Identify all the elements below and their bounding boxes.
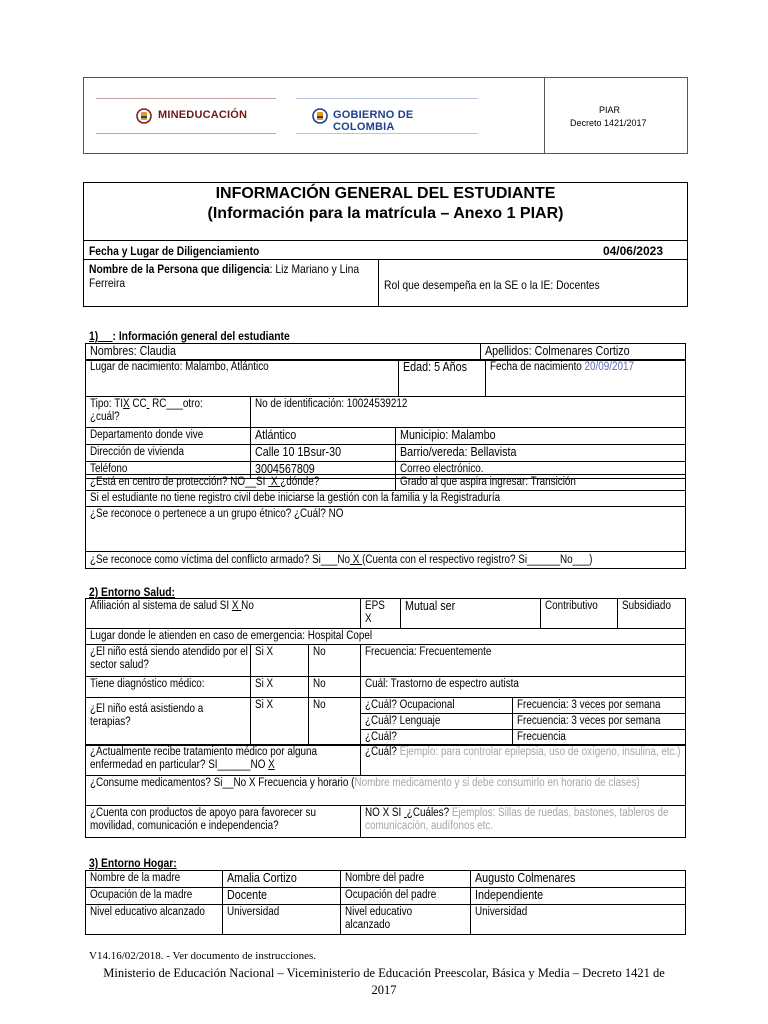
- title-box: [83, 182, 688, 307]
- coat-of-arms-icon: [312, 107, 328, 125]
- correo-cell: Correo electrónico.: [396, 462, 686, 479]
- medicamentos-cell: ¿Consume medicamentos? Si__No X Frecuencia y horario (Nombre medicamento y si debe consumirlo en horario de clases): [86, 776, 686, 806]
- gobierno-text: GOBIERNO DE COLOMBIA: [333, 109, 414, 133]
- ministerio-year: 2017: [371, 983, 397, 997]
- gobierno-logo: [296, 98, 478, 134]
- mineducacion-text: MINEDUCACIÓN: [158, 109, 248, 121]
- diagnostico-si: Si X: [251, 677, 309, 698]
- nivel-madre-label: Nivel educativo alcanzado: [86, 905, 223, 935]
- ocupacion-madre-value: Docente: [223, 888, 341, 905]
- departamento-label: Departamento donde vive: [86, 428, 251, 445]
- terapias-si: Si X: [251, 698, 309, 746]
- diagnostico-cual: Cuál: Trastorno de espectro autista: [361, 677, 686, 698]
- nivel-padre-value: Universidad: [471, 905, 686, 935]
- diagnostico-cell: Tiene diagnóstico médico:: [86, 677, 251, 698]
- fecha-value: 04/06/2023: [602, 244, 663, 258]
- identificacion-cell: No de identificación: 10024539212: [251, 397, 686, 428]
- padre-value: Augusto Colmenares: [471, 871, 686, 888]
- location-rows: [85, 427, 686, 479]
- subsidiado-cell: Subsidiado: [618, 599, 686, 629]
- victima-cell: ¿Se reconoce como víctima del conflicto armado? Si___No X (Cuenta con el respectivo registro? Si______No___): [86, 552, 686, 569]
- eps-cell: EPS X: [361, 599, 401, 629]
- registro-cell: Si el estudiante no tiene registro civil debe iniciarse la gestión con la familia y la Registraduría: [86, 491, 686, 507]
- barrio-cell: Barrio/vereda: Bellavista: [396, 445, 686, 462]
- atendido-si: Si X: [251, 645, 309, 677]
- contributivo-cell: Contributivo: [541, 599, 618, 629]
- nombres-cell: Nombres: Claudia: [86, 344, 481, 361]
- version-note: V14.16/02/2018. - Ver documento de instrucciones.: [89, 950, 317, 962]
- madre-value: Amalia Cortizo: [223, 871, 341, 888]
- terapia-2-frecuencia: Frecuencia: 3 veces por semana: [513, 714, 686, 730]
- tipo-documento-cell: Tipo: TIX CC RC___otro: ¿cuál?: [86, 397, 251, 428]
- grado-cell: Grado al que aspira ingresar: Transición: [396, 475, 686, 491]
- edad-cell: Edad: 5 Años: [399, 360, 486, 397]
- terapia-2: ¿Cuál? Lenguaje: [361, 714, 513, 730]
- atendido-no: No: [309, 645, 361, 677]
- proteccion-cell: ¿Está en centro de protección? NO__SI X ¿dónde?: [86, 475, 396, 491]
- persona-diligencia: Nombre de la Persona que diligencia: Liz Mariano y Lina Ferreira: [89, 262, 360, 290]
- page-title: INFORMACIÓN GENERAL DEL ESTUDIANTE: [215, 185, 556, 202]
- ministerio-footer: Ministerio de Educación Nacional – Viceministerio de Educación Preescolar, Básica y Media – Decreto 1421 de: [103, 966, 665, 980]
- terapias-no: No: [309, 698, 361, 746]
- salud-details: [85, 644, 686, 746]
- padre-label: Nombre del padre: [341, 871, 471, 888]
- departamento-value: Atlántico: [251, 428, 396, 445]
- tratamiento-cell: ¿Actualmente recibe tratamiento médico por alguna enfermedad en particular? SI______NO X: [86, 745, 361, 776]
- ocupacion-madre-label: Ocupación de la madre: [86, 888, 223, 905]
- rol-text: Rol que desempeña en la SE o la IE: Docentes: [384, 278, 600, 292]
- apellidos-cell: Apellidos: Colmenares Cortizo: [481, 344, 686, 361]
- terapia-1-frecuencia: Frecuencia: 3 veces por semana: [513, 698, 686, 714]
- tratamiento-cual: ¿Cuál? Ejemplo: para controlar epilepsia, uso de oxígeno, insulina, etc.): [361, 745, 686, 776]
- header-divider: [544, 78, 545, 153]
- direccion-label: Dirección de vivienda: [86, 445, 251, 462]
- municipio-cell: Municipio: Malambo: [396, 428, 686, 445]
- salud-header-row: [85, 598, 686, 645]
- direccion-value: Calle 10 1Bsur-30: [251, 445, 396, 462]
- nivel-padre-label: Nivel educativo alcanzado: [341, 905, 471, 935]
- frecuencia-cell: Frecuencia: Frecuentemente: [361, 645, 686, 677]
- terapia-1: ¿Cuál? Ocupacional: [361, 698, 513, 714]
- section-3-title: 3) Entorno Hogar:: [89, 856, 177, 870]
- telefono-label: Teléfono: [86, 462, 251, 479]
- atendido-cell: ¿El niño está siendo atendido por el sector salud?: [86, 645, 251, 677]
- tratamiento-rows: [85, 744, 686, 838]
- decreto-label: Decreto 1421/2017: [570, 118, 647, 128]
- fecha-nacimiento-cell: Fecha de nacimiento 20/09/2017: [486, 360, 686, 397]
- ocupacion-padre-value: Independiente: [471, 888, 686, 905]
- page-subtitle: (Información para la matrícula – Anexo 1 PIAR): [207, 205, 564, 222]
- birth-row: [85, 359, 686, 397]
- proteccion-row: [85, 474, 686, 569]
- afiliacion-cell: Afiliación al sistema de salud SI X No: [86, 599, 361, 629]
- ocupacion-padre-label: Ocupación del padre: [341, 888, 471, 905]
- terapia-3-frecuencia: Frecuencia: [513, 730, 686, 746]
- emergencia-cell: Lugar donde le atienden en caso de emergencia: Hospital Copel: [86, 629, 686, 645]
- apoyo-cell: ¿Cuenta con productos de apoyo para favorecer su movilidad, comunicación e independencia?: [86, 806, 361, 838]
- mineducacion-logo: [96, 98, 276, 134]
- apoyo-cual: NO X SI ¿Cuáles? Ejemplos: Sillas de ruedas, bastones, tableros de comunicación, audífonos etc.: [361, 806, 686, 838]
- coat-of-arms-icon: [136, 107, 152, 125]
- terapias-cell: ¿El niño está asistiendo a terapias?: [86, 698, 251, 746]
- lugar-nacimiento-cell: Lugar de nacimiento: Malambo, Atlántico: [86, 360, 399, 397]
- mutual-cell: Mutual ser: [401, 599, 541, 629]
- hogar-table: [85, 870, 686, 935]
- header-box: [83, 77, 688, 154]
- madre-label: Nombre de la madre: [86, 871, 223, 888]
- section-1-title: 1) : Información general del estudiante: [89, 329, 290, 343]
- nivel-madre-value: Universidad: [223, 905, 341, 935]
- etnico-cell: ¿Se reconoce o pertenece a un grupo étnico? ¿Cuál? NO: [86, 507, 686, 552]
- diagnostico-no: No: [309, 677, 361, 698]
- section-2-title: 2) Entorno Salud:: [89, 585, 175, 599]
- terapia-3: ¿Cuál?: [361, 730, 513, 746]
- fecha-label: Fecha y Lugar de Diligenciamiento: [89, 244, 260, 258]
- telefono-value: 3004567809: [251, 462, 396, 479]
- id-row: [85, 396, 686, 428]
- piar-label: PIAR: [599, 105, 621, 115]
